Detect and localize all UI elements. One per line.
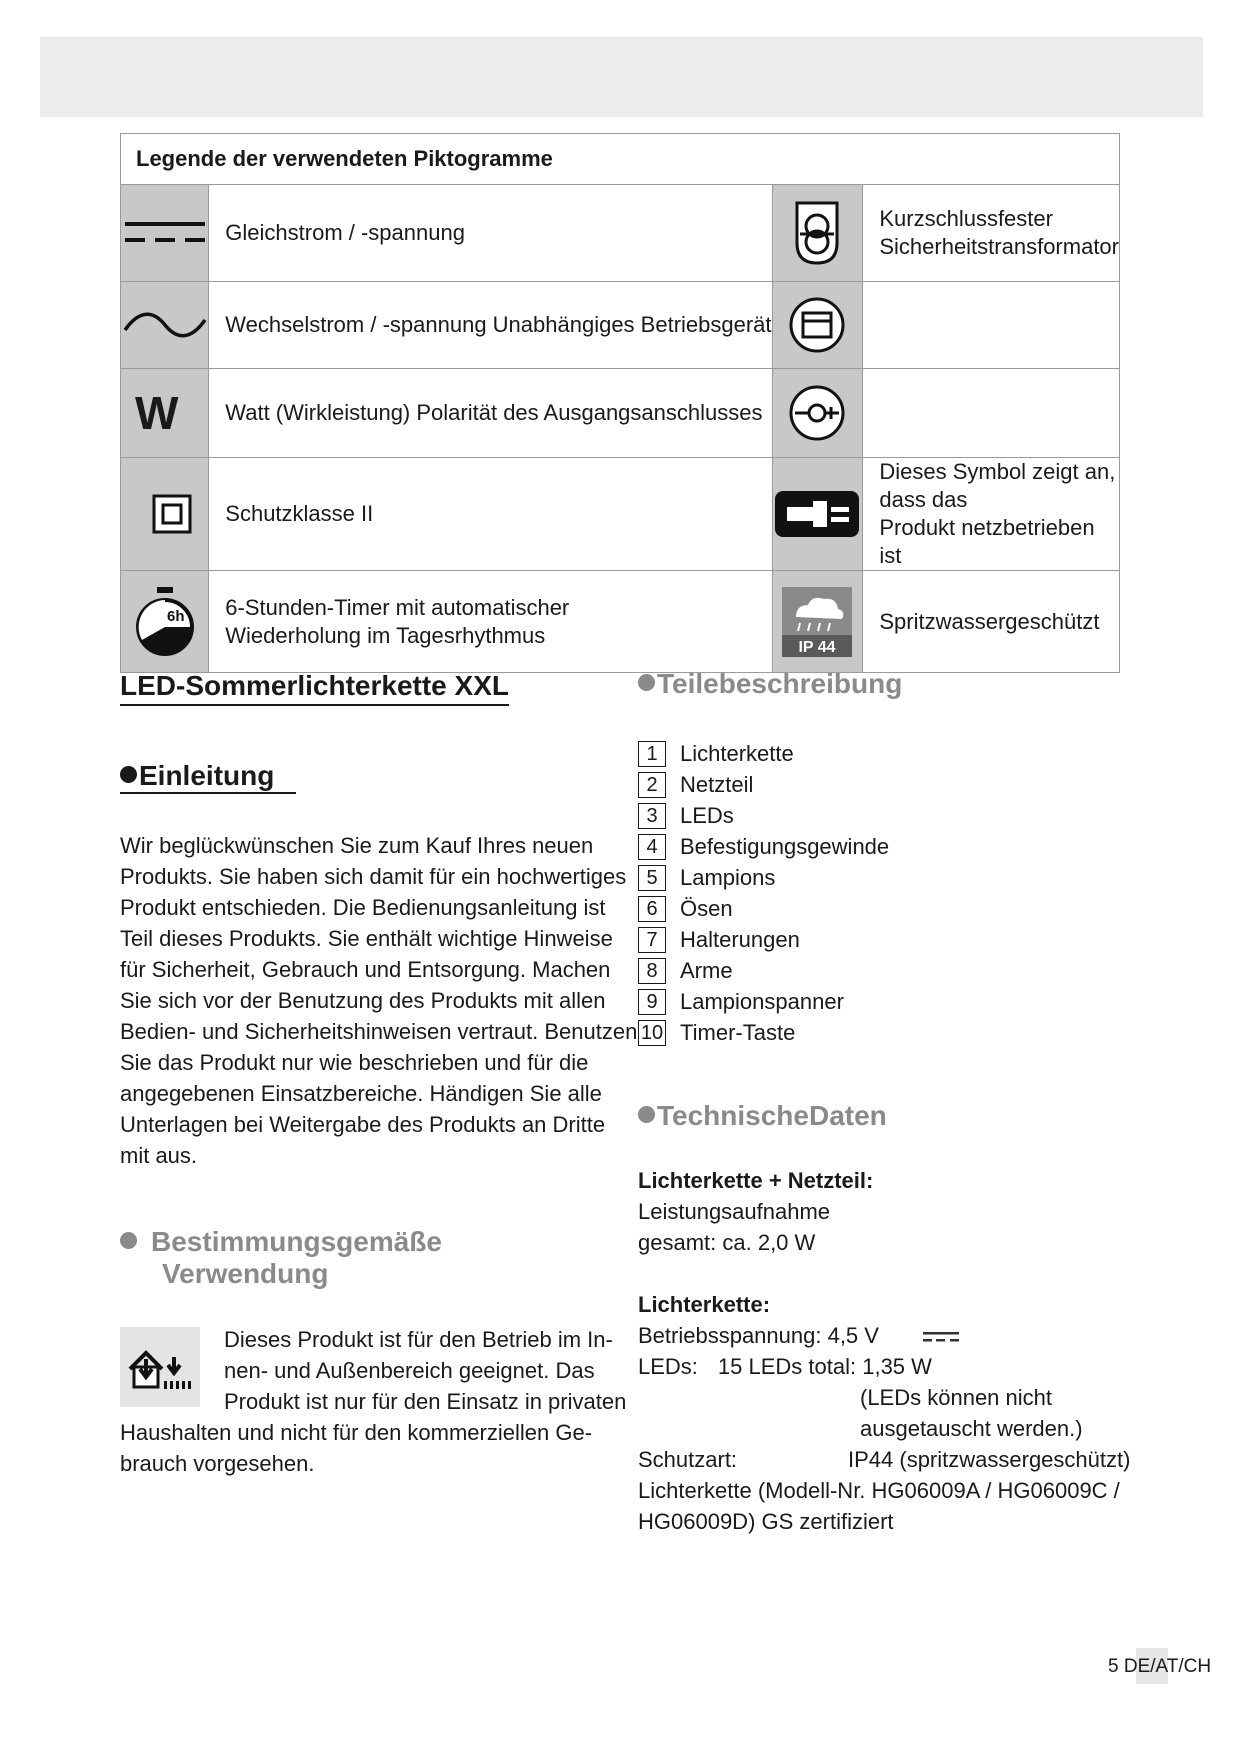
text-line: für Sicherheit, Gebrauch und Entsorgung. Machen xyxy=(120,957,611,982)
list-item xyxy=(638,862,889,893)
section-heading-verwendung xyxy=(120,1226,442,1290)
legend-text: Wechselstrom / -spannung Unabhängiges Betriebsgerät xyxy=(209,282,772,369)
text-line: Produkt ist nur für den Einsatz in privaten xyxy=(224,1389,627,1414)
timer-6h-icon xyxy=(121,571,209,673)
list-item xyxy=(638,800,889,831)
independent-device-icon xyxy=(772,282,863,369)
heading-text: TechnischeDaten xyxy=(657,1100,887,1131)
part-label: Lampions xyxy=(680,864,776,890)
part-label: Arme xyxy=(680,957,733,983)
text-line: Unterlagen bei Weitergabe des Produkts an Dritte xyxy=(120,1112,606,1137)
text-line: Wir beglückwünschen Sie zum Kauf Ihres neuen xyxy=(120,833,594,858)
label: LEDs: xyxy=(638,1354,698,1379)
heading-text: Teilebeschreibung xyxy=(657,668,903,699)
part-label: Halterungen xyxy=(680,926,800,952)
legend-text: Watt (Wirkleistung) Polarität des Ausgangsanschlusses xyxy=(209,369,772,458)
text-line: Leistungsaufnahme xyxy=(638,1199,831,1224)
list-item xyxy=(638,893,889,924)
part-number: 5 xyxy=(638,865,666,891)
ip44-glyph: IP 44 xyxy=(798,638,836,656)
part-number: 2 xyxy=(638,772,666,798)
top-band xyxy=(40,37,1203,117)
bullet-icon xyxy=(638,1106,655,1123)
verwendung-text xyxy=(120,1417,592,1479)
section-heading-technische xyxy=(638,1100,887,1132)
legend-title: Legende der verwendeten Piktogramme xyxy=(121,134,1120,185)
watt-glyph: W xyxy=(135,387,179,439)
text-line: nen- und Außenbereich geeignet. Das xyxy=(224,1358,595,1383)
timer-glyph: 6h xyxy=(166,607,185,625)
part-label: Ösen xyxy=(680,895,733,921)
part-number: 8 xyxy=(638,958,666,984)
legend-text: Kurzschlussfester xyxy=(879,206,1053,231)
part-label: Lichterkette xyxy=(680,740,794,766)
part-label: Befestigungsgewinde xyxy=(680,833,890,859)
part-number: 1 xyxy=(638,741,666,767)
subheading: Lichterkette: xyxy=(638,1292,771,1317)
text-line: Bedien- und Sicherheitshinweisen vertraut. Benutzen xyxy=(120,1019,638,1044)
part-number: 3 xyxy=(638,803,666,829)
einleitung-text xyxy=(120,830,637,1171)
legend-text: Sicherheitstransformator xyxy=(879,234,1119,259)
text-line: HG06009D) GS zertifiziert xyxy=(638,1509,894,1534)
text-line: Sie das Produkt nur wie beschrieben und für die xyxy=(120,1050,589,1075)
bullet-icon xyxy=(120,1232,137,1249)
ip44-icon xyxy=(772,571,863,673)
part-number: 6 xyxy=(638,896,666,922)
value: 15 LEDs total: 1,35 W xyxy=(717,1354,932,1379)
protection-class-2-icon xyxy=(121,458,209,571)
dc-current-icon xyxy=(923,1330,959,1344)
part-label: Timer-Taste xyxy=(680,1019,796,1045)
value: IP44 (spritzwassergeschützt) xyxy=(848,1447,1131,1472)
bullet-icon xyxy=(638,674,655,691)
list-item xyxy=(638,831,889,862)
dc-current-icon xyxy=(121,185,209,282)
legend-text: Schutzklasse II xyxy=(209,458,772,571)
indoor-outdoor-icon xyxy=(120,1327,200,1407)
list-item xyxy=(638,769,889,800)
section-heading-teile xyxy=(638,668,902,700)
text-line: Sie sich vor der Benutzung des Produkts mit allen xyxy=(120,988,606,1013)
text-line xyxy=(638,1444,1130,1475)
text-line: Lichterkette (Modell-Nr. HG06009A / HG06009C / xyxy=(638,1478,1120,1503)
bullet-icon xyxy=(120,766,137,783)
list-item xyxy=(638,955,889,986)
parts-list xyxy=(638,738,889,1048)
mains-plug-icon xyxy=(772,458,863,571)
text-line: Dieses Produkt ist für den Betrieb im In- xyxy=(224,1327,613,1352)
text-line: ausgetauscht werden.) xyxy=(860,1416,1083,1441)
polarity-icon xyxy=(772,369,863,458)
text-line xyxy=(638,1320,1130,1351)
heading-text: Verwendung xyxy=(162,1258,329,1289)
part-label: LEDs xyxy=(680,802,734,828)
ac-current-icon xyxy=(121,282,209,369)
text-line: angegebenen Einsatzbereiche. Händigen Sie alle xyxy=(120,1081,602,1106)
list-item xyxy=(638,986,889,1017)
text-line: brauch vorgesehen. xyxy=(120,1451,315,1476)
text-line: gesamt: ca. 2,0 W xyxy=(638,1230,816,1255)
subheading: Lichterkette + Netzteil: xyxy=(638,1168,874,1193)
part-label: Lampionspanner xyxy=(680,988,844,1014)
part-number: 7 xyxy=(638,927,666,953)
safety-transformer-icon xyxy=(772,185,863,282)
legend-text: 6-Stunden-Timer mit automatischer xyxy=(225,594,570,620)
text-line: (LEDs können nicht xyxy=(860,1385,1052,1410)
legend-text: Produkt netzbetrieben ist xyxy=(879,515,1095,568)
legend-text: Wiederholung im Tagesrhythmus xyxy=(225,622,546,648)
heading-text: Bestimmungsgemäße xyxy=(151,1226,442,1257)
part-number: 4 xyxy=(638,834,666,860)
legend-text: Spritzwassergeschützt xyxy=(863,571,1120,673)
part-label: Netzteil xyxy=(680,771,754,797)
section-heading-einleitung xyxy=(120,760,296,794)
product-title: LED-Sommerlichterkette XXL xyxy=(120,670,509,706)
text-line: Haushalten und nicht für den kommerziellen Ge- xyxy=(120,1420,593,1445)
text-line: Produkts. Sie haben sich damit für ein hochwertiges xyxy=(120,864,627,889)
text-line xyxy=(638,1351,1130,1382)
list-item xyxy=(638,738,889,769)
technical-data xyxy=(638,1165,1130,1537)
text-line: Teil dieses Produkts. Sie enthält wichtige Hinweise xyxy=(120,926,613,951)
text-line: Produkt entschieden. Die Bedienungsanleitung ist xyxy=(120,895,606,920)
list-item xyxy=(638,1017,889,1048)
watt-icon xyxy=(121,369,209,458)
heading-text: Einleitung xyxy=(139,760,275,791)
legend-text: Gleichstrom / -spannung xyxy=(209,185,772,282)
text-line: mit aus. xyxy=(120,1143,198,1168)
voltage-value: Betriebsspannung: 4,5 V xyxy=(638,1323,879,1348)
part-number: 9 xyxy=(638,989,666,1015)
verwendung-text-indented xyxy=(224,1324,626,1417)
label: Schutzart: xyxy=(638,1447,738,1472)
pictogram-legend-table xyxy=(120,133,1120,673)
part-number: 10 xyxy=(638,1020,666,1046)
page-number: 5 DE/AT/CH xyxy=(1108,1656,1212,1677)
list-item xyxy=(638,924,889,955)
legend-text: Dieses Symbol zeigt an, dass das xyxy=(879,459,1116,512)
